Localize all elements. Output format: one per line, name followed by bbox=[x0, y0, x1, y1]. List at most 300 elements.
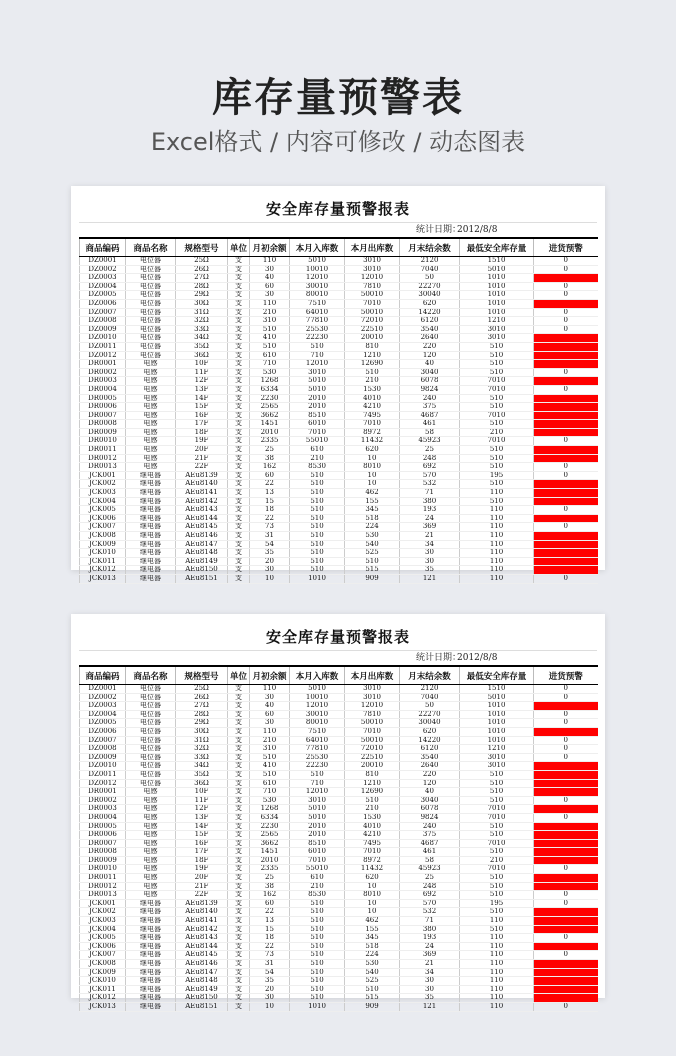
table-cell: 支 bbox=[228, 736, 250, 745]
column-header: 最低安全库存量 bbox=[460, 666, 534, 685]
table-cell: 710 bbox=[250, 788, 290, 797]
alert-cell: 0 bbox=[534, 385, 598, 394]
table-cell: 64010 bbox=[290, 308, 345, 317]
table-cell: 电位器 bbox=[126, 685, 176, 694]
table-cell: DZ0002 bbox=[80, 265, 126, 274]
table-cell: 支 bbox=[228, 532, 250, 541]
table-cell: 510 bbox=[345, 796, 400, 805]
table-cell: 7010 bbox=[290, 856, 345, 865]
table-cell: 25 bbox=[400, 446, 460, 455]
table-cell: 515 bbox=[345, 994, 400, 1003]
alert-cell: 0 bbox=[534, 325, 598, 334]
table-cell: JCK012 bbox=[80, 566, 126, 575]
table-cell: AEu8150 bbox=[176, 994, 228, 1003]
table-cell: 155 bbox=[345, 925, 400, 934]
table-cell: 8972 bbox=[345, 856, 400, 865]
table-cell: 510 bbox=[460, 874, 534, 883]
table-cell: 10 bbox=[345, 480, 400, 489]
table-cell: 22510 bbox=[345, 325, 400, 334]
table-cell: 510 bbox=[460, 454, 534, 463]
table-cell: AEu8148 bbox=[176, 549, 228, 558]
table-cell: 1510 bbox=[460, 685, 534, 694]
table-row bbox=[80, 325, 598, 334]
table-cell: 支 bbox=[228, 960, 250, 969]
alert-cell: 0 bbox=[534, 471, 598, 480]
table-cell: 540 bbox=[345, 968, 400, 977]
column-header: 单位 bbox=[228, 666, 250, 685]
table-cell: 继电器 bbox=[126, 557, 176, 566]
table-cell: 电位器 bbox=[126, 334, 176, 343]
table-cell: 530 bbox=[250, 368, 290, 377]
table-cell: 电感 bbox=[126, 822, 176, 831]
stat-date-label: 统计日期： bbox=[416, 653, 462, 663]
table-cell: 6078 bbox=[400, 377, 460, 386]
table-cell: 224 bbox=[345, 951, 400, 960]
table-cell: 支 bbox=[228, 265, 250, 274]
table-cell: 510 bbox=[290, 549, 345, 558]
table-cell: DZ0011 bbox=[80, 342, 126, 351]
table-cell: 2010 bbox=[250, 856, 290, 865]
table-cell: 369 bbox=[400, 523, 460, 532]
table-cell: 电位器 bbox=[126, 299, 176, 308]
table-cell: 510 bbox=[290, 925, 345, 934]
alert-cell: 0 bbox=[534, 934, 598, 943]
table-cell: 40 bbox=[250, 702, 290, 711]
table-row bbox=[80, 463, 598, 472]
table-cell: 30040 bbox=[400, 291, 460, 300]
table-row bbox=[80, 385, 598, 394]
table-cell: 110 bbox=[460, 942, 534, 951]
table-cell: 支 bbox=[228, 489, 250, 498]
table-cell: 510 bbox=[460, 891, 534, 900]
table-cell: 14220 bbox=[400, 308, 460, 317]
table-cell: 支 bbox=[228, 428, 250, 437]
table-cell: 支 bbox=[228, 702, 250, 711]
table-cell: 5010 bbox=[290, 377, 345, 386]
table-cell: 22230 bbox=[290, 762, 345, 771]
table-cell: 6334 bbox=[250, 385, 290, 394]
alert-cell bbox=[534, 420, 598, 429]
table-cell: 继电器 bbox=[126, 574, 176, 583]
table-cell: 22270 bbox=[400, 710, 460, 719]
table-cell: 支 bbox=[228, 540, 250, 549]
table-row bbox=[80, 822, 598, 831]
table-cell: AEu8142 bbox=[176, 497, 228, 506]
table-cell: JCK007 bbox=[80, 951, 126, 960]
table-row bbox=[80, 899, 598, 908]
table-cell: 530 bbox=[250, 796, 290, 805]
alert-cell: 0 bbox=[534, 753, 598, 762]
table-cell: 继电器 bbox=[126, 968, 176, 977]
table-cell: 510 bbox=[460, 848, 534, 857]
table-row bbox=[80, 702, 598, 711]
column-header: 月初余额 bbox=[250, 666, 290, 685]
table-cell: 510 bbox=[460, 394, 534, 403]
table-row bbox=[80, 291, 598, 300]
alert-cell bbox=[534, 480, 598, 489]
table-cell: 510 bbox=[460, 908, 534, 917]
table-cell: 40 bbox=[400, 360, 460, 369]
table-row bbox=[80, 968, 598, 977]
table-cell: 40 bbox=[400, 788, 460, 797]
table-cell: 45923 bbox=[400, 865, 460, 874]
alert-cell bbox=[534, 788, 598, 797]
table-row bbox=[80, 1002, 598, 1011]
table-cell: 20010 bbox=[345, 762, 400, 771]
hero-title: 库存量预警表 bbox=[212, 75, 464, 121]
table-row bbox=[80, 506, 598, 515]
table-cell: JCK008 bbox=[80, 960, 126, 969]
table-cell: 16F bbox=[176, 411, 228, 420]
table-cell: 7040 bbox=[400, 265, 460, 274]
table-cell: 22 bbox=[250, 942, 290, 951]
table-cell: 15 bbox=[250, 925, 290, 934]
inventory-table bbox=[79, 237, 598, 584]
table-cell: 60 bbox=[250, 899, 290, 908]
table-cell: 210 bbox=[290, 454, 345, 463]
column-header: 月初余额 bbox=[250, 238, 290, 257]
table-cell: DR0013 bbox=[80, 463, 126, 472]
table-cell: 5010 bbox=[290, 813, 345, 822]
table-cell: DZ0012 bbox=[80, 351, 126, 360]
table-cell: 110 bbox=[460, 968, 534, 977]
table-cell: 224 bbox=[345, 523, 400, 532]
table-cell: 继电器 bbox=[126, 917, 176, 926]
table-row bbox=[80, 566, 598, 575]
table-cell: 510 bbox=[290, 960, 345, 969]
table-cell: 510 bbox=[250, 342, 290, 351]
table-cell: 24 bbox=[400, 942, 460, 951]
table-cell: 72010 bbox=[345, 317, 400, 326]
table-cell: 继电器 bbox=[126, 951, 176, 960]
table-row bbox=[80, 917, 598, 926]
table-cell: 继电器 bbox=[126, 977, 176, 986]
table-cell: 2335 bbox=[250, 437, 290, 446]
table-cell: 支 bbox=[228, 557, 250, 566]
alert-cell bbox=[534, 985, 598, 994]
table-row bbox=[80, 497, 598, 506]
table-row bbox=[80, 540, 598, 549]
alert-cell bbox=[534, 428, 598, 437]
table-cell: AEu8139 bbox=[176, 899, 228, 908]
table-cell: JCK002 bbox=[80, 480, 126, 489]
table-cell: 510 bbox=[290, 899, 345, 908]
table-cell: 支 bbox=[228, 822, 250, 831]
table-cell: 继电器 bbox=[126, 925, 176, 934]
alert-cell: 0 bbox=[534, 796, 598, 805]
table-cell: 110 bbox=[460, 532, 534, 541]
table-cell: 支 bbox=[228, 856, 250, 865]
table-cell: 4010 bbox=[345, 394, 400, 403]
table-cell: 110 bbox=[460, 574, 534, 583]
table-cell: DR0011 bbox=[80, 446, 126, 455]
table-cell: DR0001 bbox=[80, 360, 126, 369]
table-cell: 532 bbox=[400, 908, 460, 917]
table-cell: AEu8141 bbox=[176, 917, 228, 926]
table-cell: 510 bbox=[290, 951, 345, 960]
column-header: 本月入库数 bbox=[290, 238, 345, 257]
table-cell: 支 bbox=[228, 710, 250, 719]
table-cell: JCK006 bbox=[80, 514, 126, 523]
table-cell: 支 bbox=[228, 899, 250, 908]
table-cell: 50 bbox=[400, 274, 460, 283]
table-cell: 10 bbox=[250, 1002, 290, 1011]
table-cell: 电位器 bbox=[126, 779, 176, 788]
table-cell: 909 bbox=[345, 574, 400, 583]
table-cell: 7010 bbox=[290, 428, 345, 437]
alert-cell bbox=[534, 882, 598, 891]
table-cell: JCK009 bbox=[80, 968, 126, 977]
table-cell: 电感 bbox=[126, 411, 176, 420]
table-cell: 34Ω bbox=[176, 334, 228, 343]
table-cell: 120 bbox=[400, 779, 460, 788]
table-cell: 1010 bbox=[460, 291, 534, 300]
table-cell: 10F bbox=[176, 788, 228, 797]
table-cell: 29Ω bbox=[176, 719, 228, 728]
table-cell: 12010 bbox=[290, 788, 345, 797]
table-cell: 25 bbox=[250, 446, 290, 455]
alert-cell bbox=[534, 411, 598, 420]
table-cell: 162 bbox=[250, 891, 290, 900]
alert-cell: 0 bbox=[534, 736, 598, 745]
table-cell: 30Ω bbox=[176, 727, 228, 736]
table-cell: 35Ω bbox=[176, 770, 228, 779]
table-cell: 4687 bbox=[400, 839, 460, 848]
table-row bbox=[80, 257, 598, 266]
table-cell: 510 bbox=[250, 753, 290, 762]
table-row bbox=[80, 334, 598, 343]
table-cell: DR0010 bbox=[80, 437, 126, 446]
table-row bbox=[80, 411, 598, 420]
table-cell: DZ0006 bbox=[80, 299, 126, 308]
table-cell: AEu8146 bbox=[176, 960, 228, 969]
table-cell: 72010 bbox=[345, 745, 400, 754]
table-cell: 支 bbox=[228, 351, 250, 360]
alert-cell bbox=[534, 403, 598, 412]
table-row bbox=[80, 925, 598, 934]
table-row bbox=[80, 813, 598, 822]
table-cell: DR0004 bbox=[80, 813, 126, 822]
table-cell: 28Ω bbox=[176, 282, 228, 291]
table-cell: DR0008 bbox=[80, 420, 126, 429]
table-cell: 25530 bbox=[290, 325, 345, 334]
table-row bbox=[80, 368, 598, 377]
table-cell: JCK010 bbox=[80, 977, 126, 986]
table-cell: 12010 bbox=[345, 274, 400, 283]
table-cell: 31 bbox=[250, 960, 290, 969]
table-row bbox=[80, 882, 598, 891]
alert-cell: 0 bbox=[534, 685, 598, 694]
table-cell: 1010 bbox=[290, 1002, 345, 1011]
table-cell: AEu8142 bbox=[176, 925, 228, 934]
table-cell: 支 bbox=[228, 917, 250, 926]
table-cell: 71 bbox=[400, 917, 460, 926]
table-row bbox=[80, 454, 598, 463]
table-cell: 支 bbox=[228, 934, 250, 943]
inventory-table bbox=[79, 665, 598, 1012]
table-cell: 支 bbox=[228, 471, 250, 480]
table-cell: 6334 bbox=[250, 813, 290, 822]
table-cell: 610 bbox=[290, 874, 345, 883]
table-cell: JCK011 bbox=[80, 557, 126, 566]
table-cell: JCK010 bbox=[80, 549, 126, 558]
table-cell: 77810 bbox=[290, 745, 345, 754]
table-cell: DR0002 bbox=[80, 796, 126, 805]
table-cell: 3010 bbox=[345, 685, 400, 694]
table-cell: 支 bbox=[228, 299, 250, 308]
table-cell: 9824 bbox=[400, 385, 460, 394]
table-cell: 22230 bbox=[290, 334, 345, 343]
table-cell: 14220 bbox=[400, 736, 460, 745]
table-cell: 2565 bbox=[250, 403, 290, 412]
table-cell: 7010 bbox=[460, 385, 534, 394]
column-header: 商品名称 bbox=[126, 238, 176, 257]
table-row bbox=[80, 727, 598, 736]
table-cell: 18F bbox=[176, 428, 228, 437]
table-cell: 16F bbox=[176, 839, 228, 848]
table-cell: 14F bbox=[176, 822, 228, 831]
table-cell: 510 bbox=[290, 471, 345, 480]
table-cell: 510 bbox=[460, 796, 534, 805]
alert-cell: 0 bbox=[534, 291, 598, 300]
table-cell: 7010 bbox=[460, 437, 534, 446]
table-cell: 支 bbox=[228, 317, 250, 326]
table-cell: DZ0010 bbox=[80, 762, 126, 771]
table-cell: 25530 bbox=[290, 753, 345, 762]
alert-cell: 0 bbox=[534, 693, 598, 702]
table-cell: DR0005 bbox=[80, 394, 126, 403]
table-cell: 7010 bbox=[345, 848, 400, 857]
table-cell: 410 bbox=[250, 334, 290, 343]
alert-cell bbox=[534, 274, 598, 283]
stat-date-row bbox=[79, 651, 597, 665]
table-cell: JCK009 bbox=[80, 540, 126, 549]
table-cell: 13F bbox=[176, 813, 228, 822]
table-cell: 13 bbox=[250, 917, 290, 926]
table-cell: 8010 bbox=[345, 463, 400, 472]
table-row bbox=[80, 865, 598, 874]
alert-cell bbox=[534, 394, 598, 403]
table-cell: 31 bbox=[250, 532, 290, 541]
table-cell: 30010 bbox=[290, 282, 345, 291]
table-cell: 810 bbox=[345, 770, 400, 779]
column-header: 商品名称 bbox=[126, 666, 176, 685]
table-cell: 2230 bbox=[250, 394, 290, 403]
table-cell: 2120 bbox=[400, 685, 460, 694]
table-cell: 支 bbox=[228, 342, 250, 351]
table-cell: AEu8147 bbox=[176, 540, 228, 549]
table-cell: 电位器 bbox=[126, 693, 176, 702]
table-cell: 电感 bbox=[126, 891, 176, 900]
table-cell: 10 bbox=[345, 471, 400, 480]
table-cell: 1268 bbox=[250, 377, 290, 386]
table-cell: 2335 bbox=[250, 865, 290, 874]
table-cell: 50010 bbox=[345, 736, 400, 745]
table-cell: 9824 bbox=[400, 813, 460, 822]
table-cell: 510 bbox=[250, 770, 290, 779]
table-cell: 510 bbox=[460, 497, 534, 506]
table-cell: AEu8150 bbox=[176, 566, 228, 575]
alert-cell bbox=[534, 779, 598, 788]
table-cell: 110 bbox=[460, 1002, 534, 1011]
table-cell: 19F bbox=[176, 437, 228, 446]
table-cell: 510 bbox=[460, 351, 534, 360]
stat-date-value: 2012/8/8 bbox=[457, 225, 498, 235]
table-cell: 7010 bbox=[345, 420, 400, 429]
table-cell: 55010 bbox=[290, 865, 345, 874]
table-cell: 支 bbox=[228, 788, 250, 797]
table-cell: 1010 bbox=[460, 727, 534, 736]
table-cell: 支 bbox=[228, 805, 250, 814]
table-cell: 4210 bbox=[345, 403, 400, 412]
table-cell: 10 bbox=[345, 454, 400, 463]
table-cell: DR0012 bbox=[80, 882, 126, 891]
table-cell: 电感 bbox=[126, 368, 176, 377]
table-cell: 支 bbox=[228, 831, 250, 840]
table-cell: DR0013 bbox=[80, 891, 126, 900]
table-cell: 支 bbox=[228, 727, 250, 736]
alert-cell bbox=[534, 925, 598, 934]
table-cell: 510 bbox=[460, 779, 534, 788]
table-row bbox=[80, 719, 598, 728]
table-cell: 1451 bbox=[250, 848, 290, 857]
table-cell: 22 bbox=[250, 514, 290, 523]
table-cell: AEu8147 bbox=[176, 968, 228, 977]
table-cell: 3010 bbox=[345, 257, 400, 266]
alert-cell bbox=[534, 994, 598, 1003]
table-cell: DZ0003 bbox=[80, 702, 126, 711]
table-cell: 35Ω bbox=[176, 342, 228, 351]
alert-cell: 0 bbox=[534, 282, 598, 291]
table-cell: 支 bbox=[228, 334, 250, 343]
sheet-title: 安全库存量预警报表 bbox=[79, 196, 597, 223]
table-cell: 8010 bbox=[345, 891, 400, 900]
table-cell: 525 bbox=[345, 549, 400, 558]
table-cell: 支 bbox=[228, 762, 250, 771]
alert-cell bbox=[534, 446, 598, 455]
column-header: 规格型号 bbox=[176, 666, 228, 685]
table-cell: 3010 bbox=[290, 796, 345, 805]
table-cell: 2010 bbox=[290, 831, 345, 840]
table-cell: 3010 bbox=[460, 325, 534, 334]
table-cell: DR0012 bbox=[80, 454, 126, 463]
table-cell: 73 bbox=[250, 523, 290, 532]
table-cell: AEu8149 bbox=[176, 557, 228, 566]
table-cell: 77810 bbox=[290, 317, 345, 326]
alert-cell bbox=[534, 839, 598, 848]
table-cell: 1210 bbox=[460, 745, 534, 754]
alert-cell bbox=[534, 874, 598, 883]
table-row bbox=[80, 282, 598, 291]
table-cell: 支 bbox=[228, 506, 250, 515]
table-cell: JCK004 bbox=[80, 497, 126, 506]
table-cell: AEu8145 bbox=[176, 951, 228, 960]
table-cell: 12010 bbox=[290, 274, 345, 283]
table-cell: 610 bbox=[290, 446, 345, 455]
table-cell: 支 bbox=[228, 839, 250, 848]
table-cell: DZ0005 bbox=[80, 719, 126, 728]
table-cell: 支 bbox=[228, 274, 250, 283]
table-cell: 电位器 bbox=[126, 753, 176, 762]
table-cell: 支 bbox=[228, 745, 250, 754]
spreadsheet-preview-2 bbox=[71, 614, 605, 1010]
table-cell: AEu8151 bbox=[176, 574, 228, 583]
table-cell: 电感 bbox=[126, 377, 176, 386]
table-cell: 5010 bbox=[460, 265, 534, 274]
table-cell: 8530 bbox=[290, 463, 345, 472]
table-cell: 510 bbox=[460, 788, 534, 797]
alert-cell: 0 bbox=[534, 257, 598, 266]
